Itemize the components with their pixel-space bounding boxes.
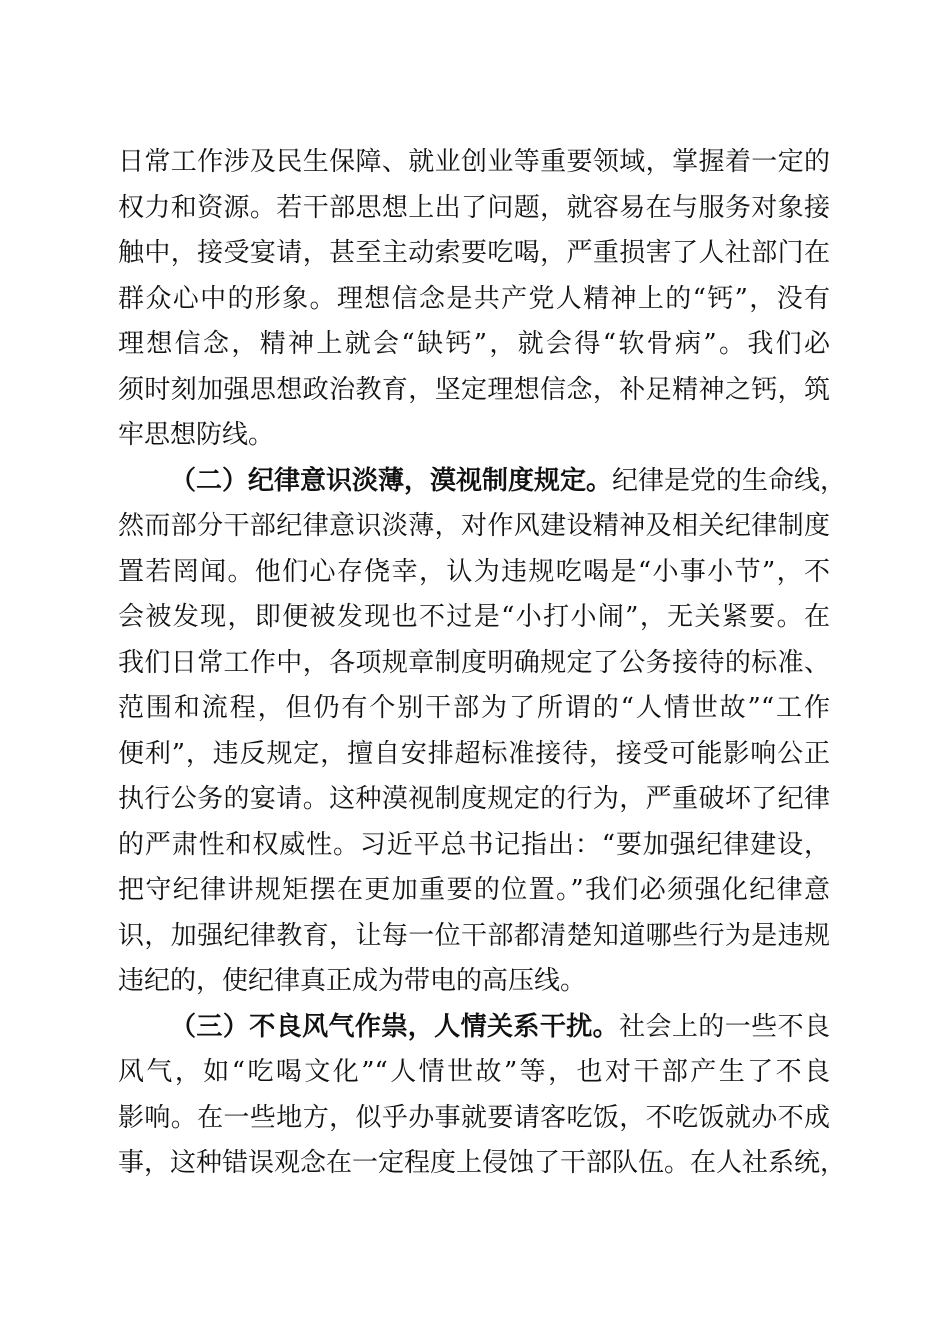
paragraph-1 xyxy=(118,140,830,459)
paragraph-2 xyxy=(118,459,847,1005)
text-line: 把守纪律讲规矩摆在更加重要的位置。”我们必须强化纪律意 xyxy=(118,875,830,905)
section-heading: （二）纪律意识淡薄，漠视制度规定。 xyxy=(170,465,613,496)
text-line: 我们日常工作中，各项规章制度明确规定了公务接待的标准、 xyxy=(118,647,830,678)
text-line: 违纪的，使纪律真正成为带电的高压线。 xyxy=(118,966,587,996)
text-line: 执行公务的宴请。这种漠视制度规定的行为，严重破坏了纪律 xyxy=(118,784,830,814)
text-line: 的严肃性和权威性。习近平总书记指出：“要加强纪律建设， xyxy=(118,829,830,860)
text-line: 理想信念，精神上就会“缺钙”，就会得“软骨病”。我们必 xyxy=(118,329,830,359)
text-line: 群众心中的形象。理想信念是共产党人精神上的“钙”，没有 xyxy=(118,283,830,314)
text-line: 事，这种错误观念在一定程度上侵蚀了干部队伍。在人社系统， xyxy=(118,1148,847,1178)
text-line: 置若罔闻。他们心存侥幸，认为违规吃喝是“小事小节”，不 xyxy=(118,556,830,587)
text-line: 须时刻加强思想政治教育，坚定理想信念，补足精神之钙，筑 xyxy=(118,374,830,405)
paragraph-first-line xyxy=(118,459,847,505)
text-line: 风气，如“吃喝文化”“人情世故”等，也对干部产生了不良 xyxy=(118,1057,830,1087)
text-line: 便利”，违反规定，擅自安排超标准接待，接受可能影响公正 xyxy=(118,738,830,769)
text-line: 会被发现，即便被发现也不过是“小打小闹”，无关紧要。在 xyxy=(118,602,830,632)
paragraph-3 xyxy=(118,1005,847,1187)
text-line: 范围和流程，但仍有个别干部为了所谓的“人情世故”“工作 xyxy=(118,693,830,723)
text-span: 纪律是党的生命线， xyxy=(612,465,847,496)
text-line: 触中，接受宴请，甚至主动索要吃喝，严重损害了人社部门在 xyxy=(118,238,830,268)
document-body xyxy=(118,140,847,1187)
text-line: 牢思想防线。 xyxy=(118,420,275,450)
text-line: 影响。在一些地方，似乎办事就要请客吃饭，不吃饭就办不成 xyxy=(118,1102,830,1133)
text-line: 然而部分干部纪律意识淡薄，对作风建设精神及相关纪律制度 xyxy=(118,511,830,541)
paragraph-first-line xyxy=(118,1005,830,1051)
text-line: 识，加强纪律教育，让每一位干部都清楚知道哪些行为是违规 xyxy=(118,920,830,951)
text-line: 日常工作涉及民生保障、就业创业等重要领域，掌握着一定的 xyxy=(118,147,830,177)
section-heading: （三）不良风气作祟，人情关系干扰。 xyxy=(170,1011,620,1042)
text-line: 权力和资源。若干部思想上出了问题，就容易在与服务对象接 xyxy=(118,192,830,223)
text-span: 社会上的一些不良 xyxy=(619,1011,830,1042)
